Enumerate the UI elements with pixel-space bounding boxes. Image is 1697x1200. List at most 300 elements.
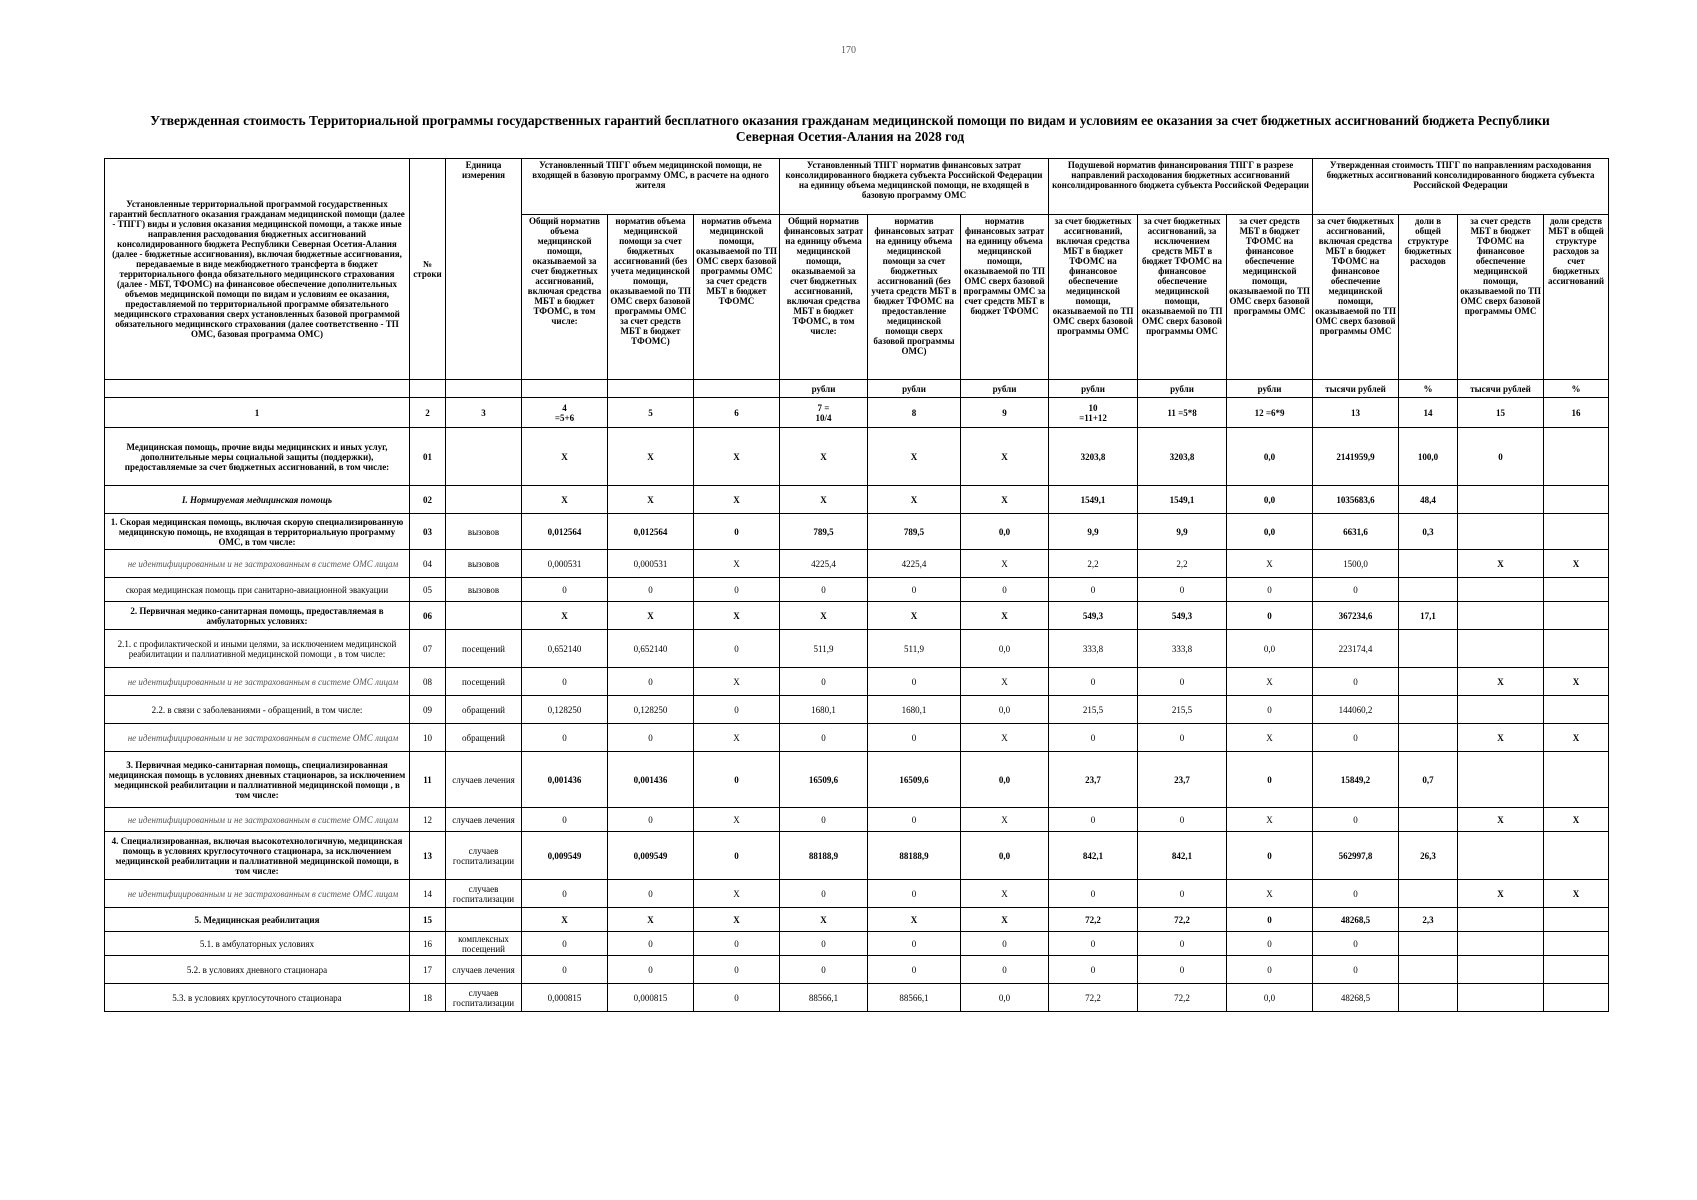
row-value [1399, 808, 1458, 832]
header-col-5: норматив объема медицинской помощи за счет бюджетных ассигнований (без учета медицинской помощи, оказываемой по ТП ОМС сверх базовой программы ОМС за счет средств МБТ в бюджет ТФОМС) [608, 215, 694, 380]
row-value: X [780, 428, 868, 486]
row-value: 9,9 [1138, 514, 1227, 550]
row-value: X [1458, 724, 1544, 752]
row-value: 0 [608, 724, 694, 752]
row-value: 88566,1 [780, 984, 868, 1012]
row-value: 0 [780, 808, 868, 832]
row-value: 3203,8 [1049, 428, 1138, 486]
row-value [1399, 880, 1458, 908]
row-value: 0,000531 [608, 550, 694, 578]
row-value: 0,0 [961, 514, 1049, 550]
row-value: 0 [1049, 724, 1138, 752]
row-value: 0 [1227, 578, 1313, 602]
row-unit: комплексных посещений [446, 932, 522, 956]
row-value: X [1227, 668, 1313, 696]
row-name: скорая медицинская помощь при санитарно-авиационной эвакуации [105, 578, 410, 602]
table-row [105, 932, 1609, 956]
row-value: 48268,5 [1313, 908, 1399, 932]
row-value: 0 [522, 724, 608, 752]
header-col-15: за счет средств МБТ в бюджет ТФОМС на финансовое обеспечение медицинской помощи, оказываемой по ТП ОМС сверх базовой программы ОМС [1458, 215, 1544, 380]
row-value: X [868, 486, 961, 514]
row-value: 88188,9 [780, 832, 868, 880]
row-value [1544, 630, 1609, 668]
row-value [1458, 578, 1544, 602]
row-name: I. Нормируемая медицинская помощь [105, 486, 410, 514]
row-value: 0 [1458, 428, 1544, 486]
row-value: X [961, 428, 1049, 486]
row-value: 549,3 [1138, 602, 1227, 630]
row-value: X [608, 908, 694, 932]
row-value [1399, 696, 1458, 724]
row-unit: случаев госпитализации [446, 984, 522, 1012]
row-value: 2,2 [1138, 550, 1227, 578]
row-value: X [1544, 668, 1609, 696]
header-group-cost-norm: Установленный ТПГГ норматив финансовых затрат консолидированного бюджета субъекта Российской Федерации на единицу объема медицинской помощи, не входящей в базовую программу ОМС [780, 159, 1049, 215]
row-value: 0 [1227, 696, 1313, 724]
table-row [105, 696, 1609, 724]
row-value: 6631,6 [1313, 514, 1399, 550]
row-value: X [868, 908, 961, 932]
row-value: 16509,6 [780, 752, 868, 808]
row-value: X [694, 486, 780, 514]
row-value: 0 [1313, 578, 1399, 602]
row-value: 842,1 [1049, 832, 1138, 880]
row-value: 0,128250 [608, 696, 694, 724]
table-row [105, 832, 1609, 880]
row-value: 72,2 [1138, 984, 1227, 1012]
row-value: 0 [608, 932, 694, 956]
row-value: 23,7 [1049, 752, 1138, 808]
row-value: 0,001436 [608, 752, 694, 808]
row-name: 5.1. в амбулаторных условиях [105, 932, 410, 956]
table-row [105, 486, 1609, 514]
row-value: X [694, 668, 780, 696]
row-value: X [961, 550, 1049, 578]
table-row [105, 514, 1609, 550]
table-row [105, 668, 1609, 696]
row-code: 06 [410, 602, 446, 630]
row-value: 367234,6 [1313, 602, 1399, 630]
row-value: 842,1 [1138, 832, 1227, 880]
header-col-4: Общий норматив объема медицинской помощи, оказываемой за счет бюджетных ассигнований, включая средства МБТ в бюджет ТФОМС, в том числе: [522, 215, 608, 380]
header-group-volume: Установленный ТПГГ объем медицинской помощи, не входящей в базовую программу ОМС, в расчете на одного жителя [522, 159, 780, 215]
unit-cell [608, 380, 694, 398]
column-number: 4 =5+6 [522, 398, 608, 428]
row-unit: случаев госпитализации [446, 832, 522, 880]
column-number: 8 [868, 398, 961, 428]
unit-cell [410, 380, 446, 398]
row-value: X [522, 486, 608, 514]
row-value: 0 [868, 724, 961, 752]
row-value: X [1458, 880, 1544, 908]
row-value: 0,009549 [608, 832, 694, 880]
row-value: X [780, 908, 868, 932]
table-row [105, 880, 1609, 908]
row-value [1458, 630, 1544, 668]
unit-cell [522, 380, 608, 398]
row-value: 0 [522, 956, 608, 984]
row-value: 0 [1313, 808, 1399, 832]
row-value [1458, 696, 1544, 724]
row-value [1399, 550, 1458, 578]
unit-cell: рубли [780, 380, 868, 398]
row-value: 223174,4 [1313, 630, 1399, 668]
row-value [1458, 956, 1544, 984]
row-value: 0 [694, 984, 780, 1012]
row-value: 48268,5 [1313, 984, 1399, 1012]
row-value: 0 [1313, 956, 1399, 984]
header-col-2: № строки [410, 159, 446, 380]
row-code: 07 [410, 630, 446, 668]
row-value: 23,7 [1138, 752, 1227, 808]
row-value: X [961, 880, 1049, 908]
row-value: X [522, 428, 608, 486]
table-row [105, 550, 1609, 578]
unit-cell: рубли [1227, 380, 1313, 398]
row-value: 0 [694, 514, 780, 550]
row-value: 0 [694, 578, 780, 602]
row-name: 2.2. в связи с заболеваниями - обращений, в том числе: [105, 696, 410, 724]
row-value: 789,5 [868, 514, 961, 550]
row-value: 3203,8 [1138, 428, 1227, 486]
row-value: 0 [868, 956, 961, 984]
row-value: 0 [608, 668, 694, 696]
cost-table [104, 158, 1609, 1012]
row-value: 0,0 [961, 630, 1049, 668]
row-unit: посещений [446, 668, 522, 696]
row-value: 0 [780, 956, 868, 984]
row-value [1458, 602, 1544, 630]
unit-cell: рубли [961, 380, 1049, 398]
row-value: 16509,6 [868, 752, 961, 808]
row-value: X [961, 724, 1049, 752]
row-value: 1549,1 [1138, 486, 1227, 514]
row-value: 0 [694, 696, 780, 724]
row-unit: вызовов [446, 578, 522, 602]
row-value: 0,001436 [522, 752, 608, 808]
row-value: 48,4 [1399, 486, 1458, 514]
row-value: X [961, 486, 1049, 514]
column-number: 5 [608, 398, 694, 428]
row-value: X [694, 602, 780, 630]
row-value [1458, 486, 1544, 514]
row-value: 0,000815 [608, 984, 694, 1012]
row-value: 1500,0 [1313, 550, 1399, 578]
header-col-12: за счет средств МБТ в бюджет ТФОМС на финансовое обеспечение медицинской помощи, оказываемой по ТП ОМС сверх базовой программы ОМС [1227, 215, 1313, 380]
header-group-per-capita: Подушевой норматив финансирования ТПГГ в разрезе направлений расходования бюджетных ассигнований консолидированного бюджета субъекта Российской Федерации [1049, 159, 1313, 215]
unit-cell: рубли [868, 380, 961, 398]
row-value: 0 [522, 668, 608, 696]
row-value: 0 [868, 880, 961, 908]
row-value: X [1227, 724, 1313, 752]
row-code: 04 [410, 550, 446, 578]
unit-cell: тысячи рублей [1313, 380, 1399, 398]
row-unit [446, 908, 522, 932]
row-unit: случаев лечения [446, 956, 522, 984]
column-number: 3 [446, 398, 522, 428]
row-value [1544, 578, 1609, 602]
row-value: 72,2 [1138, 908, 1227, 932]
row-value [1399, 932, 1458, 956]
row-value: 0 [608, 880, 694, 908]
header-col-16: доли средств МБТ в общей структуре расходов за счет бюджетных ассигнований [1544, 215, 1609, 380]
row-value: 0 [1313, 880, 1399, 908]
table-row [105, 602, 1609, 630]
row-value: 0,0 [961, 832, 1049, 880]
header-col-9: норматив финансовых затрат на единицу объема медицинской помощи, оказываемой по ТП ОМС сверх базовой программы ОМС за счет средств МБТ в бюджет ТФОМС [961, 215, 1049, 380]
row-value: 0,0 [961, 752, 1049, 808]
row-value: 100,0 [1399, 428, 1458, 486]
unit-cell: тысячи рублей [1458, 380, 1544, 398]
header-col-8: норматив финансовых затрат на единицу объема медицинской помощи за счет бюджетных ассигнований (без учета средств МБТ в бюджет ТФОМС на предоставление медицинской помощи сверх базовой программы ОМС) [868, 215, 961, 380]
row-code: 10 [410, 724, 446, 752]
row-value: 0 [1313, 932, 1399, 956]
unit-cell: рубли [1138, 380, 1227, 398]
row-value: 0 [1138, 724, 1227, 752]
row-value: 4225,4 [780, 550, 868, 578]
row-name: 3. Первичная медико-санитарная помощь, специализированная медицинская помощь в условиях дневных стационаров, за исключением медицинской реабилитации и паллиативной медицинской помощи , в том числе: [105, 752, 410, 808]
row-value [1399, 578, 1458, 602]
row-value: 333,8 [1049, 630, 1138, 668]
row-value: 2141959,9 [1313, 428, 1399, 486]
column-number: 14 [1399, 398, 1458, 428]
row-name: 2. Первичная медико-санитарная помощь, предоставляемая в амбулаторных условиях: [105, 602, 410, 630]
column-number: 10 =11+12 [1049, 398, 1138, 428]
row-code: 13 [410, 832, 446, 880]
row-value: 0 [1049, 578, 1138, 602]
row-value: 0 [1138, 956, 1227, 984]
row-value: 215,5 [1138, 696, 1227, 724]
units-row [105, 380, 1609, 398]
row-value: 215,5 [1049, 696, 1138, 724]
row-value: 0 [608, 578, 694, 602]
row-name: 2.1. с профилактической и иными целями, за исключением медицинской реабилитации и паллиативной медицинской помощи , в том числе: [105, 630, 410, 668]
table-row [105, 428, 1609, 486]
column-number: 2 [410, 398, 446, 428]
row-value: 0 [868, 578, 961, 602]
row-value [1458, 514, 1544, 550]
row-value: 0 [1049, 668, 1138, 696]
row-value [1399, 984, 1458, 1012]
row-name: 4. Специализированная, включая высокотехнологичную, медицинская помощь в условиях круглосуточного стационара, за исключением медицинской реабилитации и паллиативной медицинской помощи, в том числе: [105, 832, 410, 880]
row-name: 5.3. в условиях круглосуточного стационара [105, 984, 410, 1012]
row-code: 08 [410, 668, 446, 696]
row-value: X [868, 602, 961, 630]
row-value [1544, 752, 1609, 808]
table-row [105, 808, 1609, 832]
row-value: X [961, 602, 1049, 630]
row-value: 0,000815 [522, 984, 608, 1012]
row-name: не идентифицированным и не застрахованным в системе ОМС лицам [105, 808, 410, 832]
row-value: X [1458, 550, 1544, 578]
row-unit: вызовов [446, 514, 522, 550]
row-value: 0,000531 [522, 550, 608, 578]
row-value: 2,2 [1049, 550, 1138, 578]
row-value [1458, 752, 1544, 808]
row-value: 0 [1313, 668, 1399, 696]
row-unit: обращений [446, 696, 522, 724]
row-value: X [608, 486, 694, 514]
table-row [105, 984, 1609, 1012]
column-number: 16 [1544, 398, 1609, 428]
row-value: X [608, 602, 694, 630]
row-value: X [608, 428, 694, 486]
page-number: 170 [841, 45, 856, 56]
row-value [1544, 602, 1609, 630]
row-value: X [961, 808, 1049, 832]
row-value: 0,009549 [522, 832, 608, 880]
row-value: 0 [522, 932, 608, 956]
row-value: 0 [522, 880, 608, 908]
row-value: 0 [694, 630, 780, 668]
row-value: 0 [1227, 908, 1313, 932]
row-value: 0 [780, 668, 868, 696]
column-number: 1 [105, 398, 410, 428]
row-value: 0,0 [961, 696, 1049, 724]
row-code: 17 [410, 956, 446, 984]
row-value: 511,9 [780, 630, 868, 668]
row-value: 0 [522, 578, 608, 602]
row-code: 11 [410, 752, 446, 808]
row-value: 72,2 [1049, 908, 1138, 932]
row-value: 72,2 [1049, 984, 1138, 1012]
row-unit [446, 428, 522, 486]
row-value: 1680,1 [780, 696, 868, 724]
row-value: 549,3 [1049, 602, 1138, 630]
header-group-approved-cost: Утвержденная стоимость ТПГГ по направлениям расходования бюджетных ассигнований консолидированного бюджета субъекта Российской Федерации [1313, 159, 1609, 215]
row-value: 0 [1138, 932, 1227, 956]
row-value: 0 [608, 808, 694, 832]
row-value [1544, 984, 1609, 1012]
row-code: 02 [410, 486, 446, 514]
row-value [1458, 932, 1544, 956]
row-value: X [780, 602, 868, 630]
column-number: 9 [961, 398, 1049, 428]
row-value: 2,3 [1399, 908, 1458, 932]
row-value: X [1544, 724, 1609, 752]
row-value: 0 [868, 808, 961, 832]
column-number: 7 = 10/4 [780, 398, 868, 428]
table-row [105, 956, 1609, 984]
row-code: 14 [410, 880, 446, 908]
column-number: 11 =5*8 [1138, 398, 1227, 428]
row-value: X [522, 602, 608, 630]
row-value: 88566,1 [868, 984, 961, 1012]
row-value: X [1544, 550, 1609, 578]
row-value: X [1227, 808, 1313, 832]
row-value: 17,1 [1399, 602, 1458, 630]
row-value: X [1227, 880, 1313, 908]
row-value: 1035683,6 [1313, 486, 1399, 514]
row-value [1399, 956, 1458, 984]
row-unit: случаев госпитализации [446, 880, 522, 908]
row-value: 0,0 [1227, 486, 1313, 514]
row-value: 0 [961, 956, 1049, 984]
row-value: 0 [1138, 808, 1227, 832]
row-code: 05 [410, 578, 446, 602]
row-value: 144060,2 [1313, 696, 1399, 724]
row-value: 0 [780, 932, 868, 956]
header-col-14: доли в общей структуре бюджетных расходов [1399, 215, 1458, 380]
row-value: 0 [868, 932, 961, 956]
row-value: 0 [1049, 956, 1138, 984]
row-value: 0 [694, 956, 780, 984]
row-value: 0 [1138, 880, 1227, 908]
row-value: 562997,8 [1313, 832, 1399, 880]
row-value: 0,652140 [608, 630, 694, 668]
row-code: 09 [410, 696, 446, 724]
row-value: 0,7 [1399, 752, 1458, 808]
unit-cell [105, 380, 410, 398]
row-name: 5.2. в условиях дневного стационара [105, 956, 410, 984]
row-code: 03 [410, 514, 446, 550]
row-value: 0 [694, 932, 780, 956]
unit-cell [446, 380, 522, 398]
row-value [1458, 984, 1544, 1012]
row-unit: случаев лечения [446, 752, 522, 808]
row-code: 12 [410, 808, 446, 832]
row-unit: обращений [446, 724, 522, 752]
row-name: не идентифицированным и не застрахованным в системе ОМС лицам [105, 668, 410, 696]
header-col-13: за счет бюджетных ассигнований, включая средства МБТ в бюджет ТФОМС на финансовое обеспечение медицинской помощи, оказываемой по ТП ОМС сверх базовой программы ОМС [1313, 215, 1399, 380]
row-value: X [1544, 808, 1609, 832]
row-value: 0 [1227, 956, 1313, 984]
row-name: не идентифицированным и не застрахованным в системе ОМС лицам [105, 550, 410, 578]
row-code: 15 [410, 908, 446, 932]
column-number: 13 [1313, 398, 1399, 428]
row-value: 0 [1049, 808, 1138, 832]
row-value: 0,012564 [522, 514, 608, 550]
header-col-10: за счет бюджетных ассигнований, включая средства МБТ в бюджет ТФОМС на финансовое обеспечение медицинской помощи, оказываемой по ТП ОМС сверх базовой программы ОМС [1049, 215, 1138, 380]
row-value: 0 [1227, 832, 1313, 880]
row-value: 88188,9 [868, 832, 961, 880]
row-value: X [868, 428, 961, 486]
row-value: 0,0 [1227, 514, 1313, 550]
row-code: 01 [410, 428, 446, 486]
unit-cell: % [1544, 380, 1609, 398]
row-value: 0 [694, 752, 780, 808]
row-value: 0,012564 [608, 514, 694, 550]
row-value: X [1458, 668, 1544, 696]
row-value: 0 [1138, 578, 1227, 602]
row-value [1544, 956, 1609, 984]
row-value [1399, 630, 1458, 668]
row-value [1544, 486, 1609, 514]
table-row [105, 578, 1609, 602]
row-value: X [694, 808, 780, 832]
row-value: 0 [608, 956, 694, 984]
column-number: 12 =6*9 [1227, 398, 1313, 428]
row-value [1544, 908, 1609, 932]
table-row [105, 630, 1609, 668]
row-value [1399, 668, 1458, 696]
document-title: Утвержденная стоимость Территориальной программы государственных гарантий бесплатного оказания гражданам медицинской помощи по видам и условиям ее оказания за счет бюджетных ассигнований бюджета Республики Северная Осетия-Алания на 2028 год [150, 113, 1550, 144]
header-col-7: Общий норматив финансовых затрат на единицу объема медицинской помощи, оказываемой за счет бюджетных ассигнований, включая средства МБТ в бюджет ТФОМС, в том числе: [780, 215, 868, 380]
row-name: Медицинская помощь, прочие виды медицинских и иных услуг, дополнительные меры социальной защиты (поддержки), предоставляемые за счет бюджетных ассигнований, в том числе: [105, 428, 410, 486]
row-value: 0 [780, 724, 868, 752]
row-value: X [694, 724, 780, 752]
row-value: 0 [1227, 602, 1313, 630]
row-name: 1. Скорая медицинская помощь, включая скорую специализированную медицинскую помощь, не входящая в территориальную программу ОМС, в том числе: [105, 514, 410, 550]
row-value: 789,5 [780, 514, 868, 550]
header-col-1: Установленные территориальной программой государственных гарантий бесплатного оказания гражданам медицинской помощи (далее - ТПГГ) виды и условия оказания медицинской помощи, а также иные направления расходования бюджетных ассигнований консолидированного бюджета Республики Северная Осетия-Алания (далее - бюджетные ассигнования), включая бюджетные ассигнования, передаваемые в виде межбюджетного трансферта в бюджет территориального фонда обязательного медицинского страхования (далее - МБТ, ТФОМС) на финансовое обеспечение дополнительных объемов медицинской помощи по видам и условиям ее оказания, предоставляемой по территориальной программе обязательного медицинского страхования сверх установленных базовой программой обязательного медицинского страхования (далее соответственно - ТП ОМС, базовая программа ОМС) [105, 159, 410, 380]
row-value: X [1227, 550, 1313, 578]
row-unit [446, 602, 522, 630]
row-value: 1549,1 [1049, 486, 1138, 514]
row-value [1458, 832, 1544, 880]
row-value [1399, 724, 1458, 752]
column-number: 6 [694, 398, 780, 428]
